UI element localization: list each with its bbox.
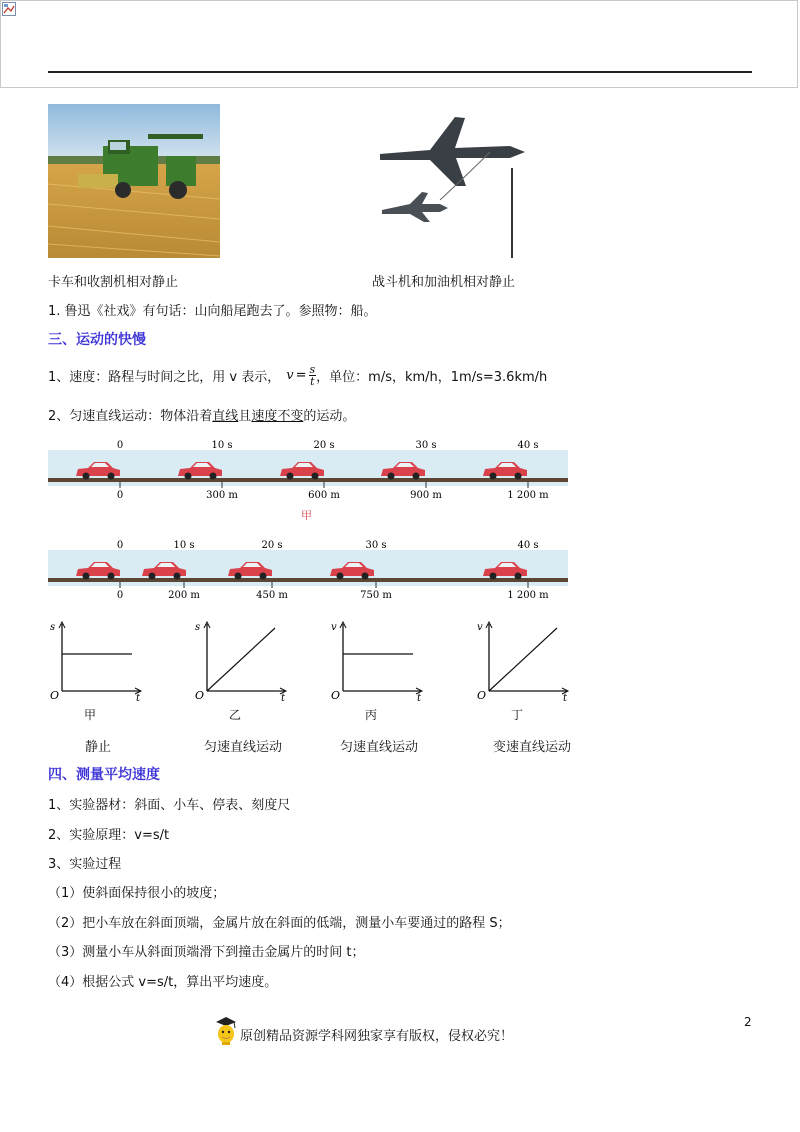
uniform-text-3: 的运动。 [303, 409, 356, 424]
strip-time-label: 10 s [211, 440, 233, 451]
speed-fraction [309, 364, 317, 387]
graph-乙 [193, 618, 293, 706]
item-1-text: 1. 鲁迅《社戏》有句话：山向船尾跑去了。参照物：船。 [48, 304, 377, 319]
uniform-underline-2: 速度不变 [251, 409, 304, 424]
svg-text:s: s [50, 622, 56, 633]
uniform-motion-definition [48, 405, 355, 424]
section-4-line-5: （2）把小车放在斜面顶端，金属片放在斜面的低端，测量小车要通过的路程 S； [48, 916, 511, 931]
strip-distance-label: 0 [116, 590, 124, 601]
formula-eq: = [295, 367, 307, 383]
uniform-text-1: 2、匀速直线运动：物体沿着 [48, 409, 213, 424]
page-header [0, 0, 798, 88]
strip-time-label: 10 s [173, 540, 195, 551]
strip-distance-label: 450 m [256, 590, 288, 601]
strip-distance-label: 300 m [206, 490, 238, 501]
strip-distance-label: 200 m [168, 590, 200, 601]
section-4-line-3: 3、实验过程 [48, 857, 122, 872]
motion-strip-a [48, 436, 568, 502]
graph-丙 [329, 618, 429, 706]
speed-suffix: ，单位：m/s，km/h，1m/s=3.6km/h [316, 369, 548, 385]
section-4-line-2: 2、实验原理：v=s/t [48, 828, 170, 843]
strip-distance-label: 750 m [360, 590, 392, 601]
header-rule [48, 71, 752, 73]
graph-name: 甲 [84, 708, 97, 722]
mascot-icon [213, 1016, 239, 1046]
graph-丁 [475, 618, 575, 706]
graph-description: 静止 [85, 740, 112, 755]
svg-text:O: O [477, 689, 487, 702]
speed-definition [48, 358, 547, 392]
svg-text:v: v [477, 622, 483, 633]
svg-text:O: O [331, 689, 341, 702]
graph-description: 匀速直线运动 [204, 740, 283, 755]
svg-text:O: O [50, 689, 60, 702]
svg-text:v: v [331, 622, 337, 633]
strip-a-label: 甲 [301, 509, 312, 522]
svg-text:O: O [195, 689, 205, 702]
strip-time-label: 0 [116, 440, 124, 451]
section-3-heading: 三、运动的快慢 [48, 332, 146, 348]
caption-jets: 战斗机和加油机相对静止 [372, 275, 516, 290]
svg-text:t: t [136, 693, 141, 702]
fraction-numerator: s [309, 362, 316, 376]
strip-time-label: 20 s [261, 540, 283, 551]
strip-time-label: 30 s [365, 540, 387, 551]
uniform-underline-1: 直线 [212, 409, 239, 424]
graph-name: 丙 [365, 708, 378, 722]
strip-time-label: 40 s [517, 440, 539, 451]
strip-time-label: 30 s [415, 440, 437, 451]
uniform-text-2: 且 [238, 409, 252, 424]
refueling-jets-photo [370, 112, 535, 260]
svg-text:s: s [195, 622, 201, 633]
strip-distance-label: 900 m [410, 490, 442, 501]
strip-time-label: 40 s [517, 540, 539, 551]
motion-strip-b [48, 536, 568, 602]
strip-time-label: 0 [116, 540, 124, 551]
fraction-denominator: t [310, 374, 315, 388]
strip-distance-label: 1 200 m [507, 590, 549, 601]
svg-text:t: t [417, 693, 422, 702]
graph-description: 变速直线运动 [493, 740, 572, 755]
section-4-line-1: 1、实验器材：斜面、小车、停表、刻度尺 [48, 798, 291, 813]
section-4-line-4: （1）使斜面保持很小的坡度； [48, 886, 226, 901]
section-4-line-7: （4）根据公式 v=s/t，算出平均速度。 [48, 975, 278, 990]
strip-distance-label: 600 m [308, 490, 340, 501]
graph-甲 [48, 618, 148, 706]
strip-distance-label: 0 [116, 490, 124, 501]
graph-description: 匀速直线运动 [340, 740, 419, 755]
caption-harvester: 卡车和收割机相对静止 [48, 275, 179, 290]
page-number: 2 [744, 1015, 752, 1029]
graph-line [207, 628, 275, 691]
strip-distance-label: 1 200 m [507, 490, 549, 501]
section-4-line-6: （3）测量小车从斜面顶端滑下到撞击金属片的时间 t； [48, 945, 365, 960]
speed-prefix: 1、速度：路程与时间之比，用 v 表示， [48, 369, 281, 385]
footer-copyright: 原创精品资源学科网独家享有版权，侵权必究！ [240, 1029, 514, 1044]
svg-text:t: t [281, 693, 286, 702]
formula-lhs: v [286, 367, 294, 383]
broken-image-icon [2, 2, 16, 16]
graph-name: 丁 [511, 708, 524, 722]
section-4-heading: 四、测量平均速度 [48, 767, 160, 783]
harvester-photo [48, 104, 220, 258]
strip-time-label: 20 s [313, 440, 335, 451]
graph-name: 乙 [229, 708, 242, 722]
svg-text:t: t [563, 693, 568, 702]
graph-line [489, 628, 557, 691]
